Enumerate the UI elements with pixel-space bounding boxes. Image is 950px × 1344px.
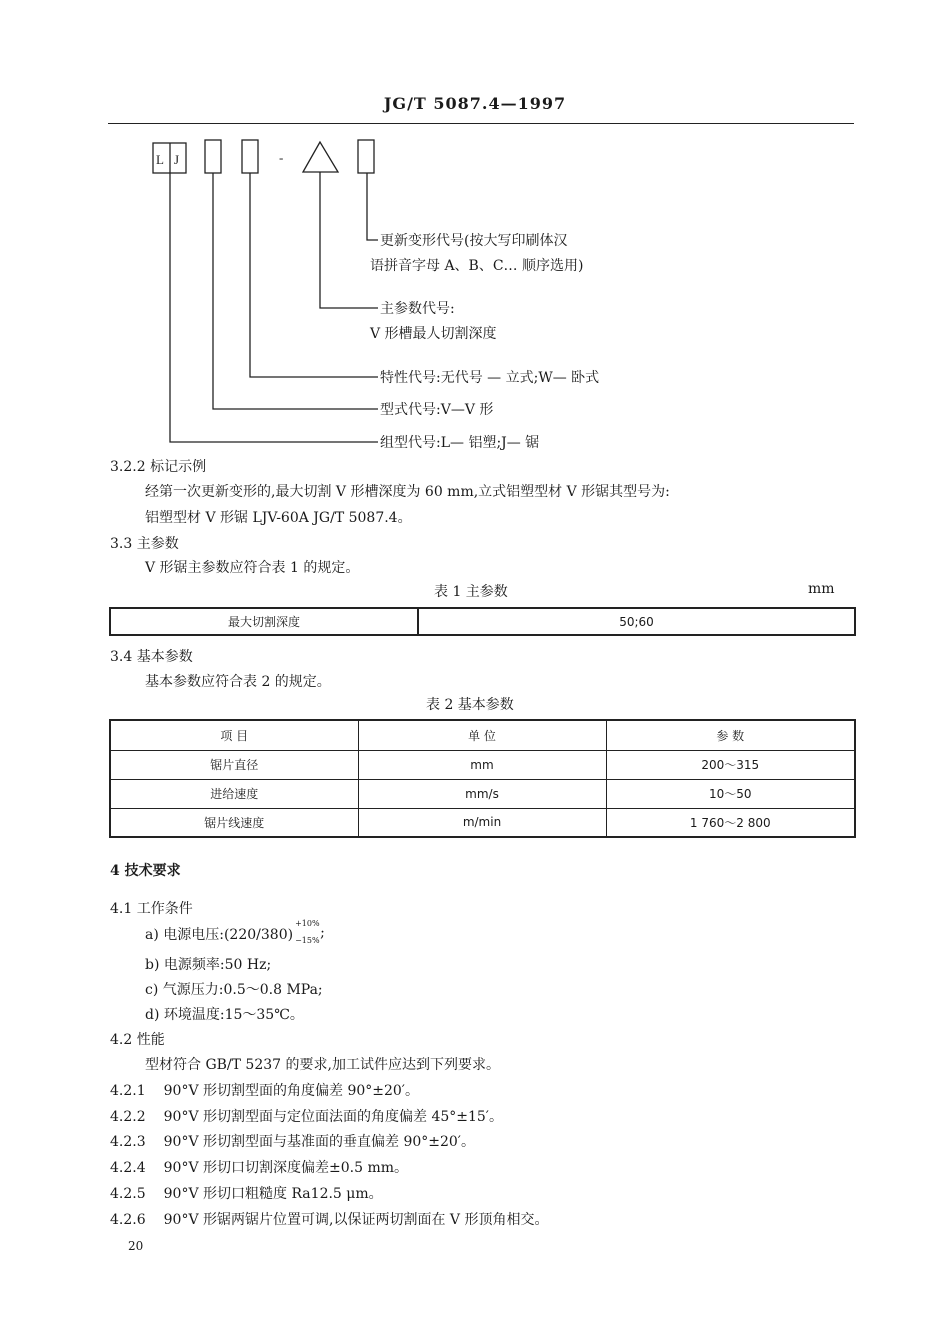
req-number: 4.2.3	[110, 1134, 146, 1150]
document-header: JG/T 5087.4—1997	[383, 94, 567, 113]
req-number: 4.2.4	[110, 1160, 146, 1176]
table2-cell: 10～50	[606, 779, 855, 808]
table2-cell: 锯片直径	[110, 750, 358, 779]
condition-voltage-text: a) 电源电压:(220/380)	[145, 927, 294, 943]
callout-variant-line1: 更新变形代号(按大写印刷体汉	[380, 233, 568, 249]
table1-label: 最大切割深度	[110, 608, 418, 635]
table2-header-row	[110, 720, 855, 750]
heading-4-1: 4.1 工作条件	[110, 901, 193, 917]
code-triangle-param	[303, 142, 338, 172]
req-text: 90°V 形切口粗糙度 Ra12.5 μm。	[163, 1186, 383, 1202]
code-box-type	[205, 140, 221, 173]
callout-param-line1: 主参数代号:	[380, 301, 455, 317]
table2-cell: m/min	[358, 808, 606, 837]
req-number: 4.2.6	[110, 1212, 146, 1228]
code-letter-l: L	[156, 152, 164, 167]
req-text: 90°V 形切口切割深度偏差±0.5 mm。	[163, 1160, 408, 1176]
paragraph-3-4: 基本参数应符合表 2 的规定。	[145, 674, 331, 690]
leader-type	[213, 173, 378, 409]
callout-type: 型式代号:V—V 形	[380, 402, 494, 418]
code-dash: -	[279, 150, 284, 165]
req-number: 4.2.5	[110, 1186, 146, 1202]
heading-3-3: 3.3 主参数	[110, 536, 179, 552]
table-basic-parameters	[109, 719, 856, 838]
code-letter-j: J	[174, 152, 180, 167]
table-main-parameters	[109, 607, 856, 636]
req-4-2-3	[110, 1131, 475, 1151]
table2-cell: 200～315	[606, 750, 855, 779]
heading-3-2-2: 3.2.2 标记示例	[110, 459, 207, 475]
table-row	[110, 779, 855, 808]
condition-voltage	[145, 919, 327, 945]
voltage-tolerance-lower: −15%	[295, 936, 320, 945]
req-text: 90°V 形切割型面的角度偏差 90°±20′。	[163, 1083, 419, 1099]
paragraph-3-3: V 形锯主参数应符合表 1 的规定。	[145, 560, 360, 576]
table2-header-item: 项 目	[110, 720, 358, 750]
condition-air-pressure: c) 气源压力:0.5～0.8 MPa;	[145, 982, 323, 998]
paragraph-4-2: 型材符合 GB/T 5237 的要求,加工试件应达到下列要求。	[145, 1057, 500, 1073]
table2-cell: mm/s	[358, 779, 606, 808]
req-number: 4.2.1	[110, 1083, 146, 1099]
leader-variant	[367, 173, 378, 240]
table2-caption: 表 2 基本参数	[426, 697, 514, 713]
condition-temperature: d) 环境温度:15～35℃。	[145, 1007, 304, 1023]
req-number: 4.2.2	[110, 1109, 146, 1125]
voltage-tolerance-upper: +10%	[295, 919, 320, 928]
req-4-2-5	[110, 1183, 383, 1203]
req-text: 90°V 形切割型面与定位面法面的角度偏差 45°±15′。	[163, 1109, 503, 1125]
req-text: 90°V 形切割型面与基准面的垂直偏差 90°±20′。	[163, 1134, 475, 1150]
paragraph-3-2-2: 经第一次更新变形的,最大切割 V 形槽深度为 60 mm,立式铝塑型材 V 形锯其型号为:	[145, 484, 670, 500]
callout-group: 组型代号:L— 铝塑;J— 锯	[380, 435, 540, 451]
callout-variant-line2: 语拼音字母 A、B、C… 顺序选用)	[370, 258, 584, 274]
table1-value: 50;60	[418, 608, 855, 635]
table2-header-param: 参 数	[606, 720, 855, 750]
heading-4-2: 4.2 性能	[110, 1032, 165, 1048]
req-4-2-6	[110, 1209, 548, 1229]
page-number: 20	[128, 1239, 144, 1253]
voltage-tolerance	[293, 919, 327, 945]
table1-unit: mm	[808, 581, 835, 597]
callout-param-line2: V 形槽最人切割深度	[370, 326, 497, 342]
req-text: 90°V 形锯两锯片位置可调,以保证两切割面在 V 形顶角相交。	[163, 1212, 549, 1228]
condition-frequency: b) 电源频率:50 Hz;	[145, 957, 272, 973]
table-row	[110, 750, 855, 779]
table2-header-unit: 单 位	[358, 720, 606, 750]
table1-caption: 表 1 主参数	[434, 584, 508, 600]
heading-4: 4 技术要求	[110, 863, 181, 879]
req-4-2-4	[110, 1157, 408, 1177]
table-row	[110, 808, 855, 837]
heading-3-4: 3.4 基本参数	[110, 649, 193, 665]
callout-feature: 特性代号:无代号 — 立式;W— 卧式	[380, 370, 600, 386]
table2-cell: mm	[358, 750, 606, 779]
leader-feature	[250, 173, 378, 377]
code-box-variant	[358, 140, 374, 173]
table2-cell: 进给速度	[110, 779, 358, 808]
voltage-tail: ;	[320, 925, 325, 941]
table2-cell: 1 760～2 800	[606, 808, 855, 837]
req-4-2-2	[110, 1106, 503, 1126]
table2-cell: 锯片线速度	[110, 808, 358, 837]
marking-example: 铝塑型材 V 形锯 LJV-60A JG/T 5087.4。	[145, 510, 412, 526]
req-4-2-1	[110, 1080, 419, 1100]
code-box-feature	[242, 140, 258, 173]
